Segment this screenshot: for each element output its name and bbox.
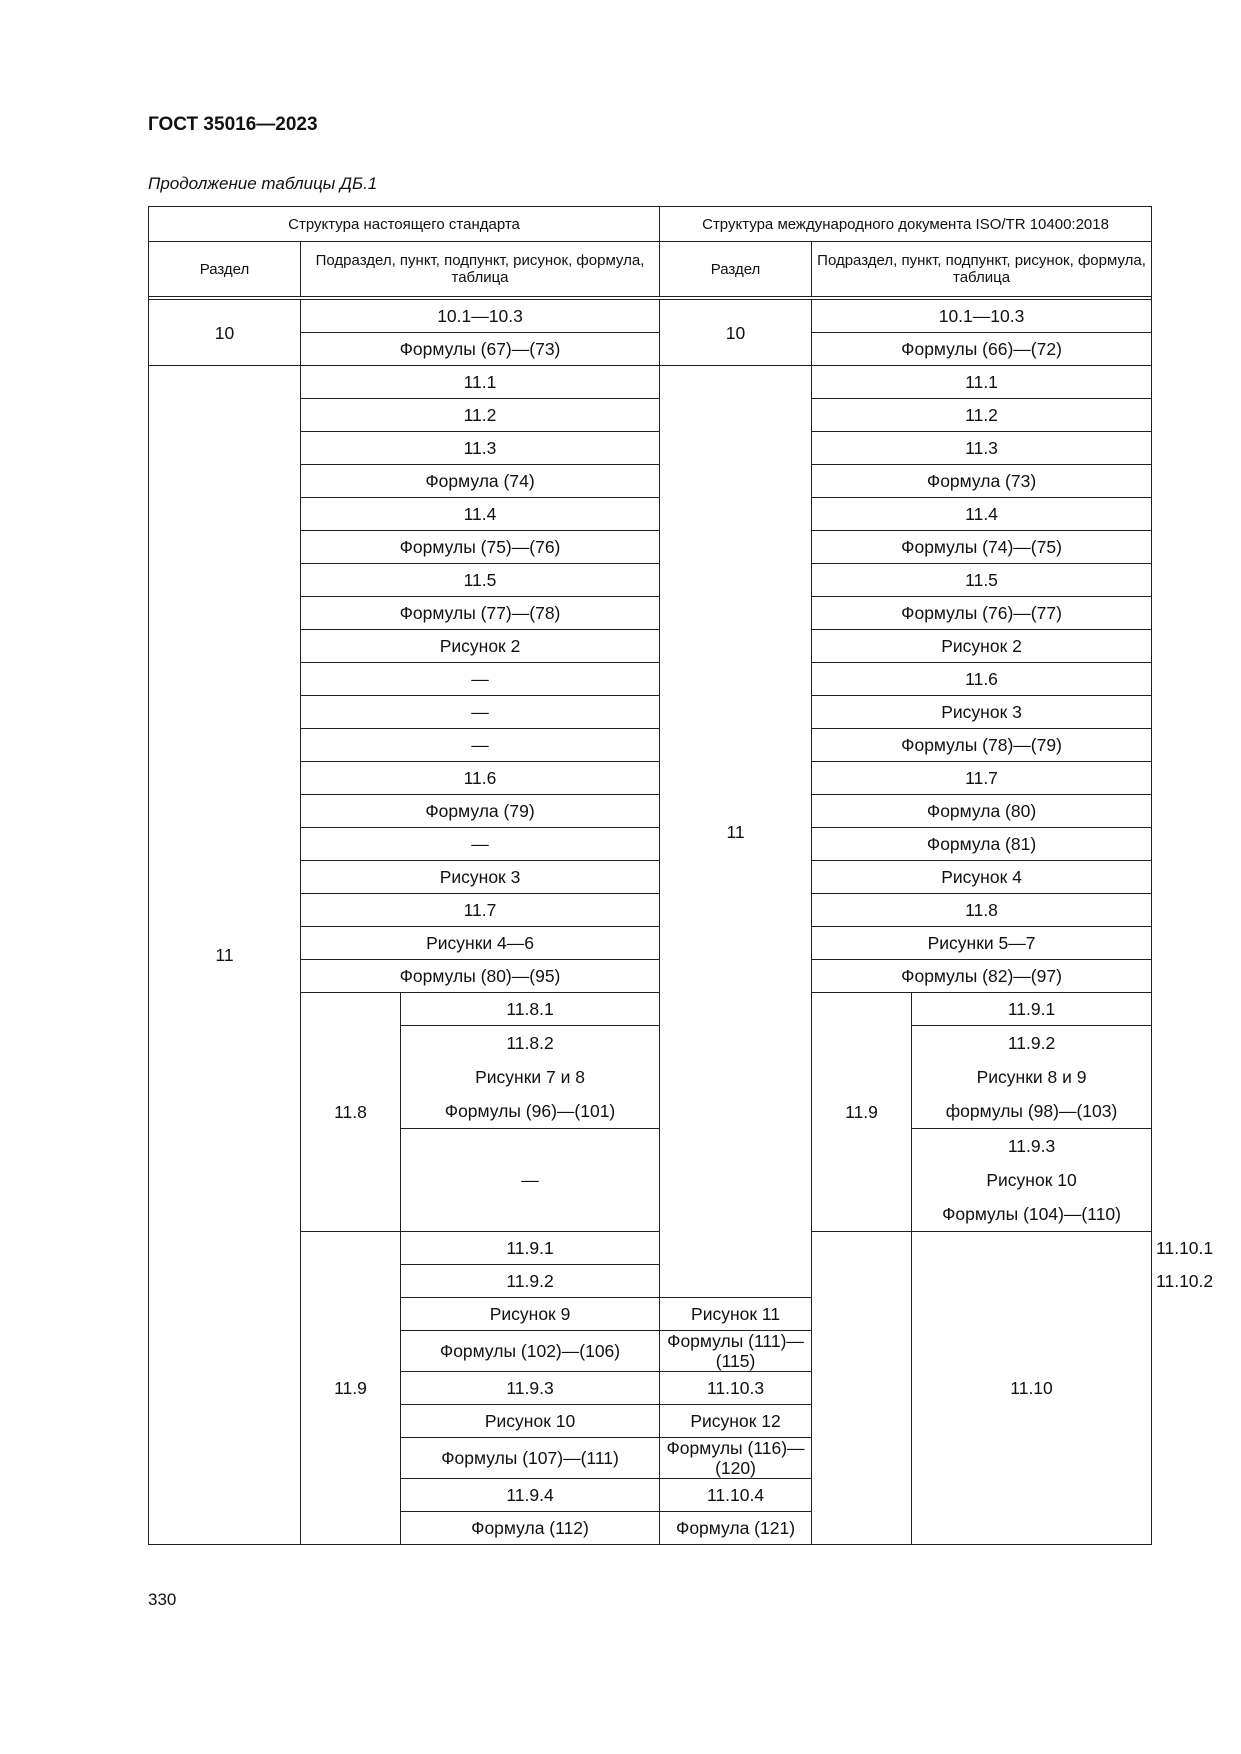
table-cell: Формулы (80)—(95) — [301, 960, 660, 993]
section-cell-left: 10 — [149, 300, 301, 366]
table-cell: 11.2 — [301, 399, 660, 432]
table-cell: — — [301, 828, 660, 861]
table-cell: Формула (74) — [301, 465, 660, 498]
subsection-cell-right: 11.10 — [912, 1232, 1152, 1545]
table-cell: Формулы (116)—(120) — [660, 1438, 812, 1479]
subsection-cell-left: 11.8 — [301, 993, 401, 1232]
table-cell: Формулы (74)—(75) — [812, 531, 1152, 564]
table-cell: — — [401, 1129, 660, 1232]
table-cell: Рисунки 4—6 — [301, 927, 660, 960]
table-cell: 11.9.2 — [401, 1265, 660, 1298]
table-cell: Формулы (75)—(76) — [301, 531, 660, 564]
cell-line: 11.9.3 — [1007, 1136, 1056, 1156]
table-cell: 11.7 — [812, 762, 1152, 795]
header-international-document: Структура международного документа ISO/TR 10400:2018 — [660, 207, 1152, 242]
table-cell: 11.5 — [301, 564, 660, 597]
cell-line: 11.8.2 — [506, 1033, 554, 1053]
table-cell: 11.3 — [301, 432, 660, 465]
cell-line: 11.9.2 — [1007, 1033, 1056, 1053]
table-cell: 11.7 — [301, 894, 660, 927]
table-cell: 11.1 — [301, 366, 660, 399]
table-cell: Формулы (67)—(73) — [301, 333, 660, 366]
table-cell: 11.8.1 — [401, 993, 660, 1026]
table-cell: Рисунок 10 — [401, 1405, 660, 1438]
table-cell: 11.6 — [301, 762, 660, 795]
table-cell: 10.1—10.3 — [301, 300, 660, 333]
table-cell: 11.3 — [812, 432, 1152, 465]
table-cell: Рисунки 5—7 — [812, 927, 1152, 960]
section-cell-left: 11 — [149, 366, 301, 1545]
cell-line: Рисунки 8 и 9 — [976, 1067, 1087, 1087]
table-cell: Рисунок 3 — [812, 696, 1152, 729]
table-cell: Формулы (66)—(72) — [812, 333, 1152, 366]
table-cell: Рисунок 2 — [301, 630, 660, 663]
cell-line: Рисунки 7 и 8 — [475, 1067, 585, 1087]
table-cell: — — [301, 696, 660, 729]
table-cell: 11.9.1 — [401, 1232, 660, 1265]
table-cell: Рисунок 12 — [660, 1405, 812, 1438]
section-cell-right: 11 — [660, 366, 812, 1298]
table-cell: Рисунок 3 — [301, 861, 660, 894]
table-cell: 10.1—10.3 — [812, 300, 1152, 333]
empty-cell — [812, 1232, 912, 1545]
table-cell: Формулы (107)—(111) — [401, 1438, 660, 1479]
table-cell: Формула (79) — [301, 795, 660, 828]
header-section-right: Раздел — [660, 242, 812, 297]
cell-line: Формулы (104)—(110) — [942, 1204, 1121, 1224]
section-cell-right: 10 — [660, 300, 812, 366]
table-cell: 11.5 — [812, 564, 1152, 597]
header-section-left: Раздел — [149, 242, 301, 297]
table-cell: Рисунок 11 — [660, 1298, 812, 1331]
cell-line: Формулы (96)—(101) — [444, 1101, 616, 1121]
table-cell-multiline — [912, 1026, 1152, 1129]
table-cell: Формула (80) — [812, 795, 1152, 828]
table-caption: Продолжение таблицы ДБ.1 — [148, 174, 378, 193]
table-row — [149, 366, 1152, 399]
table-cell: Формулы (77)—(78) — [301, 597, 660, 630]
subsection-cell-right: 11.9 — [812, 993, 912, 1232]
table-cell: 11.9.4 — [401, 1479, 660, 1512]
table-cell: Формула (73) — [812, 465, 1152, 498]
table-cell: 11.9.3 — [401, 1372, 660, 1405]
table-cell: Формула (81) — [812, 828, 1152, 861]
cell-line: формулы (98)—(103) — [945, 1101, 1118, 1121]
table-row — [149, 300, 1152, 333]
table-row: 11.9 11.9.1 11.10 11.10.1 — [149, 1232, 1152, 1265]
table-cell: 11.10.3 — [660, 1372, 812, 1405]
table-cell: — — [301, 663, 660, 696]
table-cell: Формулы (78)—(79) — [812, 729, 1152, 762]
table-cell: Формула (112) — [401, 1512, 660, 1545]
table-cell-multiline — [912, 1129, 1152, 1232]
header-subsection-left: Подраздел, пункт, подпункт, рисунок, формула, таблица — [301, 242, 660, 297]
table-cell: 11.1 — [812, 366, 1152, 399]
table-cell: Формулы (102)—(106) — [401, 1331, 660, 1372]
header-subsection-right: Подраздел, пункт, подпункт, рисунок, формула, таблица — [812, 242, 1152, 297]
table-cell-multiline — [401, 1026, 660, 1129]
table-cell: 11.2 — [812, 399, 1152, 432]
table-cell: 11.4 — [812, 498, 1152, 531]
table-cell: — — [301, 729, 660, 762]
structure-comparison-table — [148, 206, 1214, 1545]
header-current-standard: Структура настоящего стандарта — [149, 207, 660, 242]
document-title: ГОСТ 35016—2023 — [148, 114, 318, 135]
table-cell: 11.8 — [812, 894, 1152, 927]
table-row: 11.9.2 11.10.2 — [149, 1265, 1152, 1298]
table-cell: 11.10.4 — [660, 1479, 812, 1512]
table-cell: 11.9.1 — [912, 993, 1152, 1026]
table-cell: Формулы (76)—(77) — [812, 597, 1152, 630]
cell-line: Рисунок 10 — [986, 1170, 1077, 1190]
table-cell: Рисунок 9 — [401, 1298, 660, 1331]
subsection-cell-left: 11.9 — [301, 1232, 401, 1545]
page-number: 330 — [148, 1590, 177, 1609]
table-cell: Формула (121) — [660, 1512, 812, 1545]
table-cell: Формулы (82)—(97) — [812, 960, 1152, 993]
table-cell: 11.6 — [812, 663, 1152, 696]
table-cell: Формулы (111)—(115) — [660, 1331, 812, 1372]
table-cell: Рисунок 4 — [812, 861, 1152, 894]
table-cell: Рисунок 2 — [812, 630, 1152, 663]
table-cell: 11.4 — [301, 498, 660, 531]
